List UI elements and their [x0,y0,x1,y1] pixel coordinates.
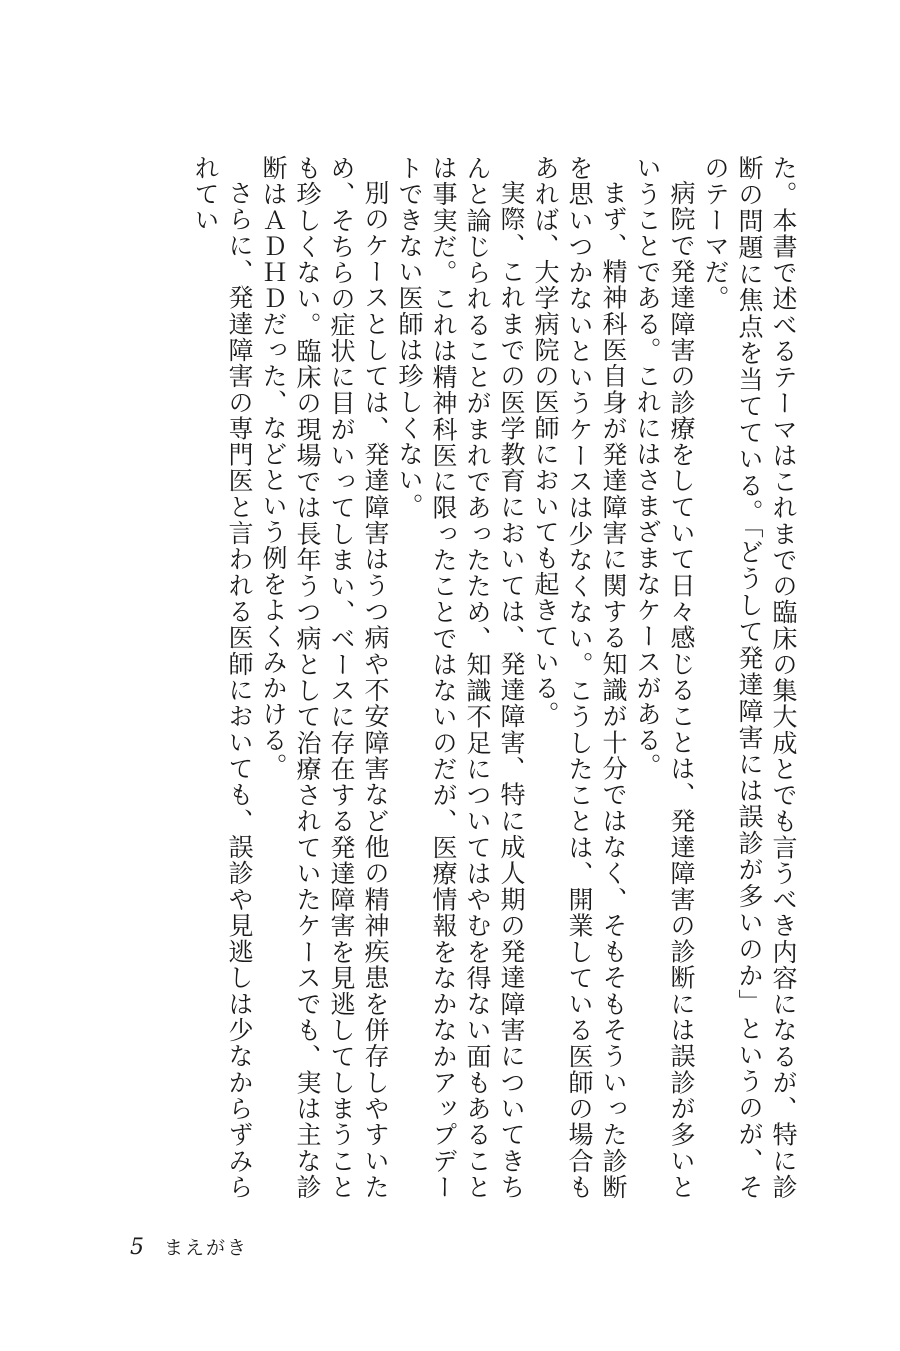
body-text [120,155,800,1200]
page-footer [130,1233,248,1263]
section-title: まえがき [164,1237,249,1259]
paragraph-5: 別のケースとしては、発達障害はうつ病や不安障害など他の精神疾患を併存しやすいため、そちらの症状に目がいってしまい、ベースに存在する発達障害を見逃してしまうことも珍しくない。臨床の現場では長年うつ病として治療されていたケースでも、実は主な診断はＡＤＨＤだった、などという例をよくみかける。 [259,155,390,1200]
paragraph-1: た。本書で述べるテーマはこれまでの臨床の集大成とでも言うべき内容になるが、特に診断の問題に焦点を当てている。「どうして発達障害には誤診が多いのか」というのが、そのテーマだ。 [701,155,798,1200]
page-number: 5 [130,1235,144,1260]
paragraph-2: 病院で発達障害の診療をしていて日々感じることは、発達障害の診断には誤診が多いということである。これにはさまざまなケースがある。 [633,155,696,1200]
paragraph-4: 実際、これまでの医学教育においては、発達障害、特に成人期の発達障害についてきちんと論じられることがまれであったため、知識不足についてはやむを得ない面もあることは事実だ。これは精神科医に限ったことではないのだが、医療情報をなかなかアップデートできない医師は珍しくない。 [395,155,526,1200]
paragraph-6: さらに、発達障害の専門医と言われる医師においても、誤診や見逃しは少なからずみられてい [191,155,254,1200]
paragraph-3: まず、精神科医自身が発達障害に関する知識が十分ではなく、そもそもそういった診断を思いつかないというケースは少なくない。こうしたことは、開業している医師の場合もあれば、大学病院の医師においても起きている。 [531,155,628,1200]
